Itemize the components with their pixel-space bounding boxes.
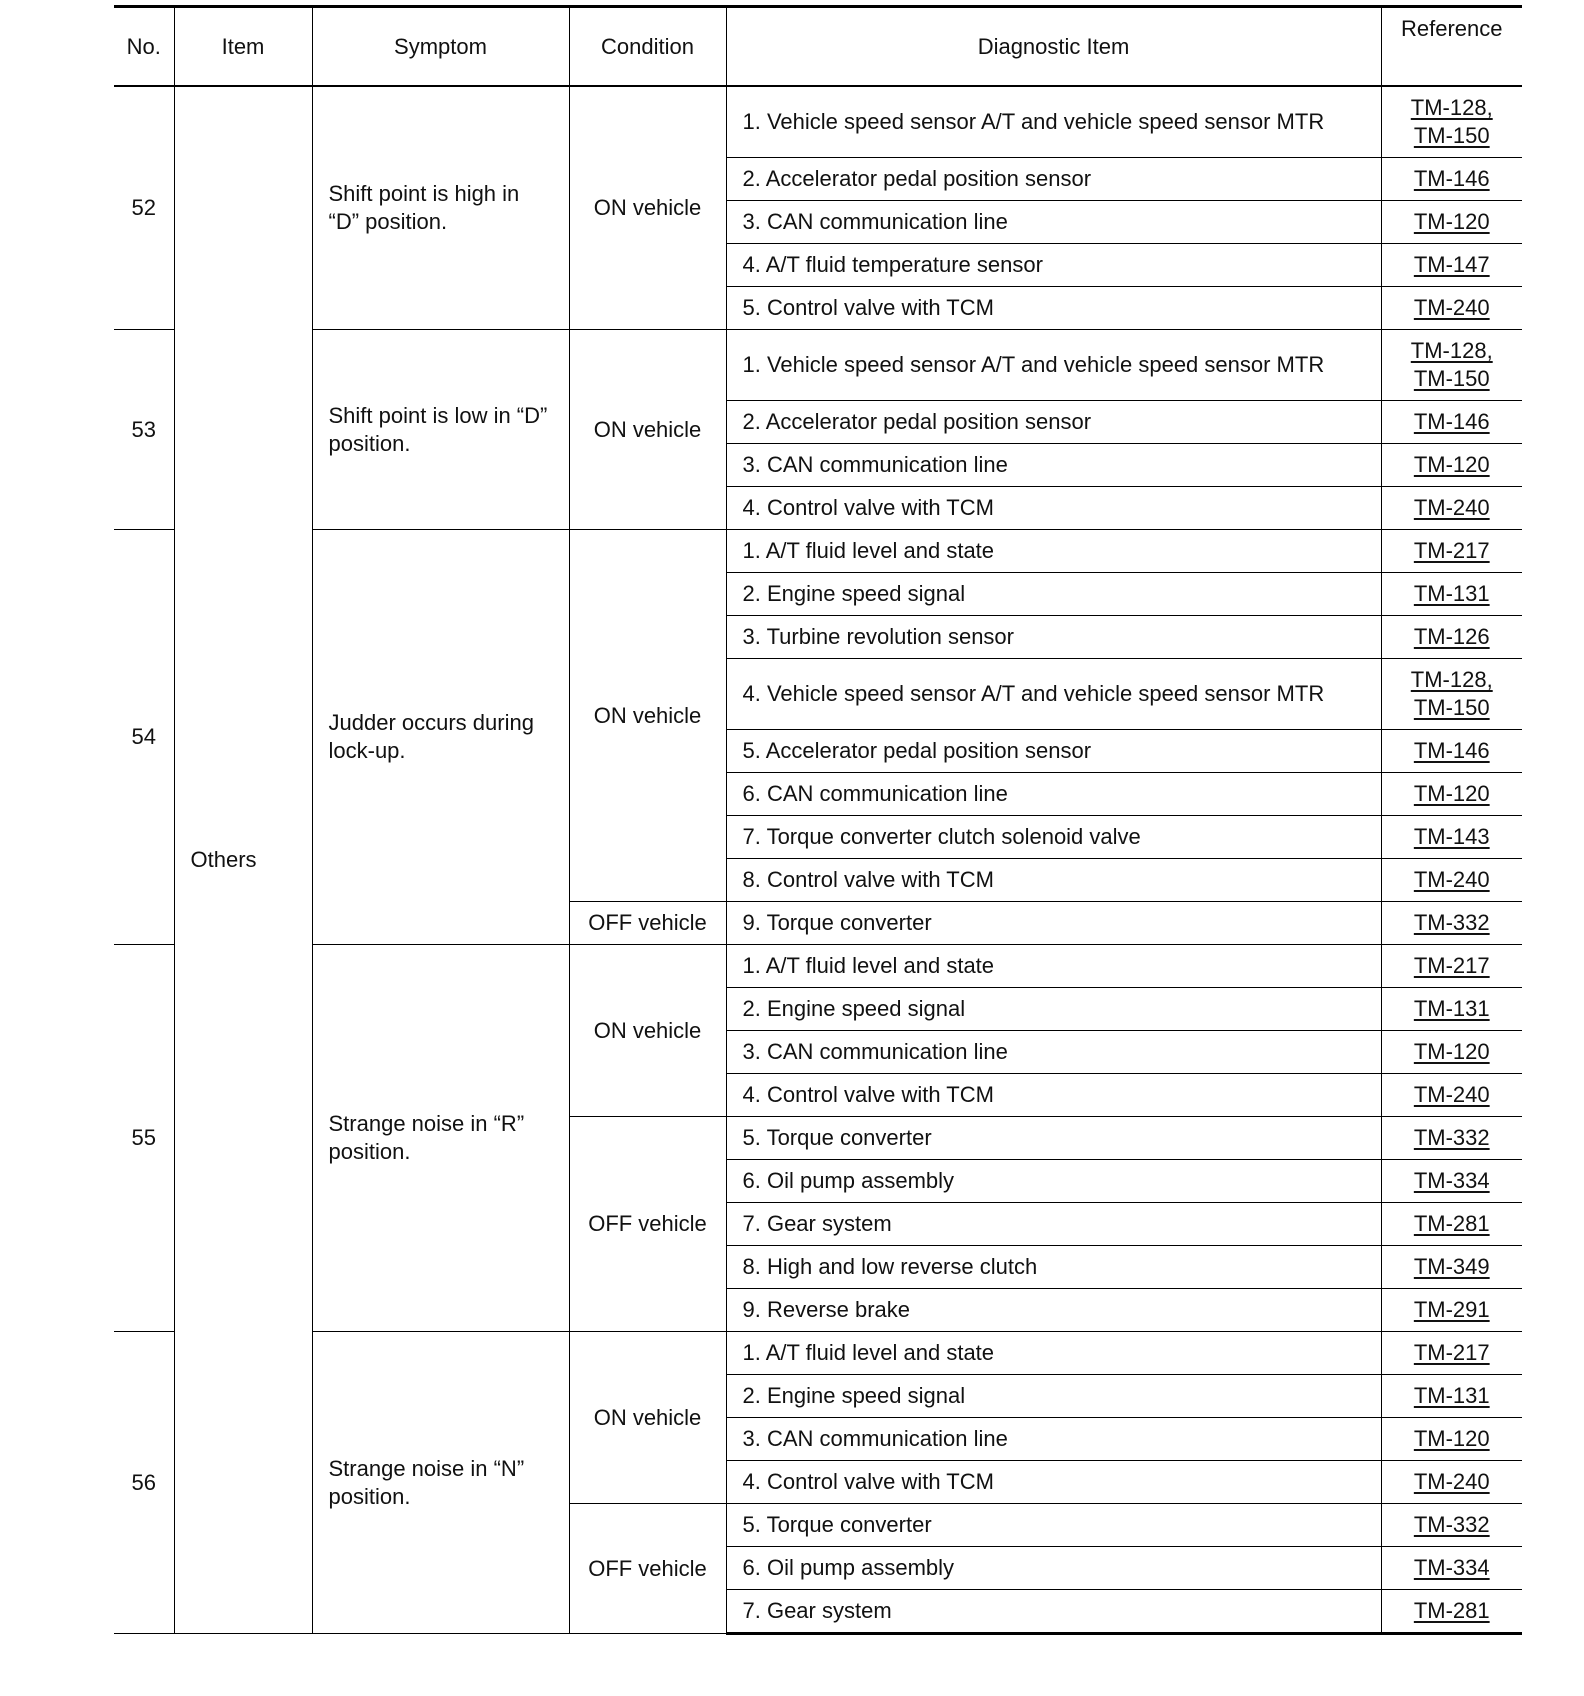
- reference-cell: [1381, 988, 1522, 1031]
- diagnostic-item: 1. A/T fluid level and state: [726, 945, 1381, 988]
- reference-cell: [1381, 401, 1522, 444]
- reference-cell: [1381, 573, 1522, 616]
- entry-number: 54: [114, 530, 174, 945]
- diagnostic-item: 3. CAN communication line: [726, 1418, 1381, 1461]
- reference-cell: [1381, 86, 1522, 158]
- diagnostic-item: 4. Control valve with TCM: [726, 1074, 1381, 1117]
- diagnosis-table: [114, 5, 1522, 1635]
- symptom-cell: [312, 86, 569, 330]
- reference-cell: [1381, 158, 1522, 201]
- reference-link[interactable]: TM-147: [1413, 252, 1490, 277]
- entry-number: 53: [114, 330, 174, 530]
- reference-link[interactable]: TM-128,: [1410, 667, 1493, 692]
- symptom-text: Strange noise in “R”: [328, 1111, 525, 1136]
- diagnostic-item: 5. Torque converter: [726, 1117, 1381, 1160]
- reference-cell: [1381, 1117, 1522, 1160]
- symptom-cell: [312, 330, 569, 530]
- table-row: [114, 1332, 1522, 1375]
- symptom-text: Strange noise in “N”: [328, 1455, 525, 1481]
- diagnostic-item: 9. Torque converter: [726, 902, 1381, 945]
- reference-link[interactable]: TM-126: [1413, 624, 1490, 649]
- diagnostic-item: 4. Control valve with TCM: [726, 487, 1381, 530]
- diagnostic-item: 2. Accelerator pedal position sensor: [726, 158, 1381, 201]
- reference-cell: [1381, 902, 1522, 945]
- diagnostic-item: 2. Accelerator pedal position sensor: [726, 401, 1381, 444]
- header-symptom: Symptom: [312, 7, 569, 87]
- reference-cell: [1381, 730, 1522, 773]
- reference-cell: [1381, 487, 1522, 530]
- reference-cell: [1381, 1547, 1522, 1590]
- reference-link[interactable]: TM-281: [1413, 1598, 1490, 1623]
- reference-cell: [1381, 1504, 1522, 1547]
- reference-link[interactable]: TM-150: [1413, 695, 1490, 720]
- reference-link[interactable]: TM-120: [1413, 1426, 1490, 1451]
- reference-link[interactable]: TM-217: [1413, 1340, 1490, 1365]
- reference-cell: [1381, 816, 1522, 859]
- reference-cell: [1381, 444, 1522, 487]
- reference-link[interactable]: TM-120: [1413, 781, 1490, 806]
- diagnostic-item: 4. Control valve with TCM: [726, 1461, 1381, 1504]
- diagnostic-item: 5. Accelerator pedal position sensor: [726, 730, 1381, 773]
- diagnostic-item: 8. High and low reverse clutch: [726, 1246, 1381, 1289]
- diagnostic-item: 2. Engine speed signal: [726, 1375, 1381, 1418]
- reference-cell: [1381, 1031, 1522, 1074]
- reference-link[interactable]: TM-146: [1413, 738, 1490, 763]
- reference-cell: [1381, 1418, 1522, 1461]
- diagnostic-item: 5. Torque converter: [726, 1504, 1381, 1547]
- symptom-text: lock-up.: [328, 738, 406, 763]
- diagnostic-item: 6. Oil pump assembly: [726, 1160, 1381, 1203]
- reference-cell: [1381, 945, 1522, 988]
- item-group: Others: [174, 86, 312, 1634]
- diagnostic-item: 8. Control valve with TCM: [726, 859, 1381, 902]
- reference-cell: [1381, 616, 1522, 659]
- reference-link[interactable]: TM-146: [1413, 409, 1490, 434]
- reference-link[interactable]: TM-120: [1413, 209, 1490, 234]
- reference-cell: [1381, 287, 1522, 330]
- diagnostic-item: 4. Vehicle speed sensor A/T and vehicle speed sensor MTR: [726, 659, 1381, 730]
- reference-link[interactable]: TM-291: [1413, 1297, 1490, 1322]
- table-body: [114, 86, 1522, 1634]
- condition-cell: OFF vehicle: [569, 1504, 726, 1634]
- diagnostic-item: 2. Engine speed signal: [726, 573, 1381, 616]
- condition-cell: ON vehicle: [569, 330, 726, 530]
- entry-number: 55: [114, 945, 174, 1332]
- entry-number: 52: [114, 86, 174, 330]
- condition-cell: ON vehicle: [569, 1332, 726, 1504]
- reference-link[interactable]: TM-281: [1413, 1211, 1490, 1236]
- reference-cell: [1381, 859, 1522, 902]
- diagnostic-item: 3. CAN communication line: [726, 1031, 1381, 1074]
- reference-cell: [1381, 1461, 1522, 1504]
- symptom-text: position.: [328, 1139, 411, 1164]
- reference-link[interactable]: TM-240: [1413, 1082, 1490, 1107]
- diagnostic-item: 1. Vehicle speed sensor A/T and vehicle speed sensor MTR: [726, 330, 1381, 401]
- diagnostic-item: 3. CAN communication line: [726, 201, 1381, 244]
- symptom-text: Judder occurs during: [328, 710, 534, 735]
- reference-cell: [1381, 773, 1522, 816]
- symptom-text: position.: [328, 1483, 411, 1509]
- reference-cell: [1381, 1289, 1522, 1332]
- reference-cell: [1381, 1590, 1522, 1634]
- condition-cell: ON vehicle: [569, 945, 726, 1117]
- condition-cell: ON vehicle: [569, 530, 726, 902]
- reference-link[interactable]: TM-240: [1413, 1469, 1490, 1494]
- header-diagnostic-item: Diagnostic Item: [726, 7, 1381, 87]
- reference-link[interactable]: TM-143: [1413, 824, 1490, 849]
- diagnostic-item: 3. CAN communication line: [726, 444, 1381, 487]
- entry-number: 56: [114, 1332, 174, 1634]
- diagnostic-item: 9. Reverse brake: [726, 1289, 1381, 1332]
- reference-link[interactable]: TM-240: [1413, 495, 1490, 520]
- diagnostic-item: 1. A/T fluid level and state: [726, 1332, 1381, 1375]
- reference-link[interactable]: TM-131: [1413, 996, 1490, 1021]
- reference-link[interactable]: TM-120: [1413, 452, 1490, 477]
- reference-cell: [1381, 530, 1522, 573]
- reference-link[interactable]: TM-146: [1413, 166, 1490, 191]
- reference-link[interactable]: TM-332: [1413, 910, 1490, 935]
- diagnostic-item: 6. Oil pump assembly: [726, 1547, 1381, 1590]
- reference-link[interactable]: TM-150: [1413, 366, 1490, 391]
- reference-cell: [1381, 244, 1522, 287]
- symptom-text: position.: [328, 430, 411, 456]
- symptom-text: “D” position.: [328, 209, 448, 234]
- reference-link[interactable]: TM-217: [1413, 538, 1490, 563]
- symptom-cell: [312, 1332, 569, 1634]
- reference-cell: [1381, 659, 1522, 730]
- diagnostic-item: 2. Engine speed signal: [726, 988, 1381, 1031]
- diagnostic-item: 6. CAN communication line: [726, 773, 1381, 816]
- symptom-cell: [312, 945, 569, 1332]
- table-row: [114, 530, 1522, 573]
- diagnostic-item: 7. Gear system: [726, 1590, 1381, 1634]
- header-condition: Condition: [569, 7, 726, 87]
- diagnostic-item: 7. Gear system: [726, 1203, 1381, 1246]
- diagnostic-item: 1. A/T fluid level and state: [726, 530, 1381, 573]
- header-item: Item: [174, 7, 312, 87]
- reference-link[interactable]: TM-217: [1413, 953, 1490, 978]
- diagnostic-item: 1. Vehicle speed sensor A/T and vehicle speed sensor MTR: [726, 86, 1381, 158]
- table-row: [114, 945, 1522, 988]
- reference-cell: [1381, 1332, 1522, 1375]
- reference-link[interactable]: TM-334: [1413, 1168, 1490, 1193]
- condition-cell: ON vehicle: [569, 86, 726, 330]
- reference-cell: [1381, 1246, 1522, 1289]
- reference-link[interactable]: TM-131: [1413, 581, 1490, 606]
- diagnostic-item: 4. A/T fluid temperature sensor: [726, 244, 1381, 287]
- table-row: [114, 330, 1522, 401]
- reference-link[interactable]: TM-128,: [1410, 338, 1493, 363]
- reference-link[interactable]: TM-332: [1413, 1125, 1490, 1150]
- reference-cell: [1381, 201, 1522, 244]
- diagnostic-item: 5. Control valve with TCM: [726, 287, 1381, 330]
- header-no: No.: [114, 7, 174, 87]
- reference-cell: [1381, 1074, 1522, 1117]
- diagnostic-item: 3. Turbine revolution sensor: [726, 616, 1381, 659]
- header-row: [114, 7, 1522, 87]
- reference-link[interactable]: TM-150: [1413, 123, 1490, 148]
- reference-cell: [1381, 1160, 1522, 1203]
- diagnostic-item: 7. Torque converter clutch solenoid valve: [726, 816, 1381, 859]
- symptom-text: Shift point is low in “D”: [328, 402, 548, 428]
- reference-link[interactable]: TM-240: [1413, 295, 1490, 320]
- reference-link[interactable]: TM-334: [1413, 1555, 1490, 1580]
- reference-cell: [1381, 1203, 1522, 1246]
- reference-link[interactable]: TM-240: [1413, 867, 1490, 892]
- header-reference: Reference: [1381, 7, 1522, 87]
- symptom-cell: [312, 530, 569, 945]
- reference-link[interactable]: TM-120: [1413, 1039, 1490, 1064]
- reference-link[interactable]: TM-332: [1413, 1512, 1490, 1537]
- reference-link[interactable]: TM-131: [1413, 1383, 1490, 1408]
- reference-link[interactable]: TM-349: [1413, 1254, 1490, 1279]
- condition-cell: OFF vehicle: [569, 902, 726, 945]
- reference-cell: [1381, 1375, 1522, 1418]
- table-row: [114, 86, 1522, 158]
- reference-link[interactable]: TM-128,: [1410, 95, 1493, 120]
- reference-cell: [1381, 330, 1522, 401]
- condition-cell: OFF vehicle: [569, 1117, 726, 1332]
- symptom-text: Shift point is high in: [328, 181, 520, 206]
